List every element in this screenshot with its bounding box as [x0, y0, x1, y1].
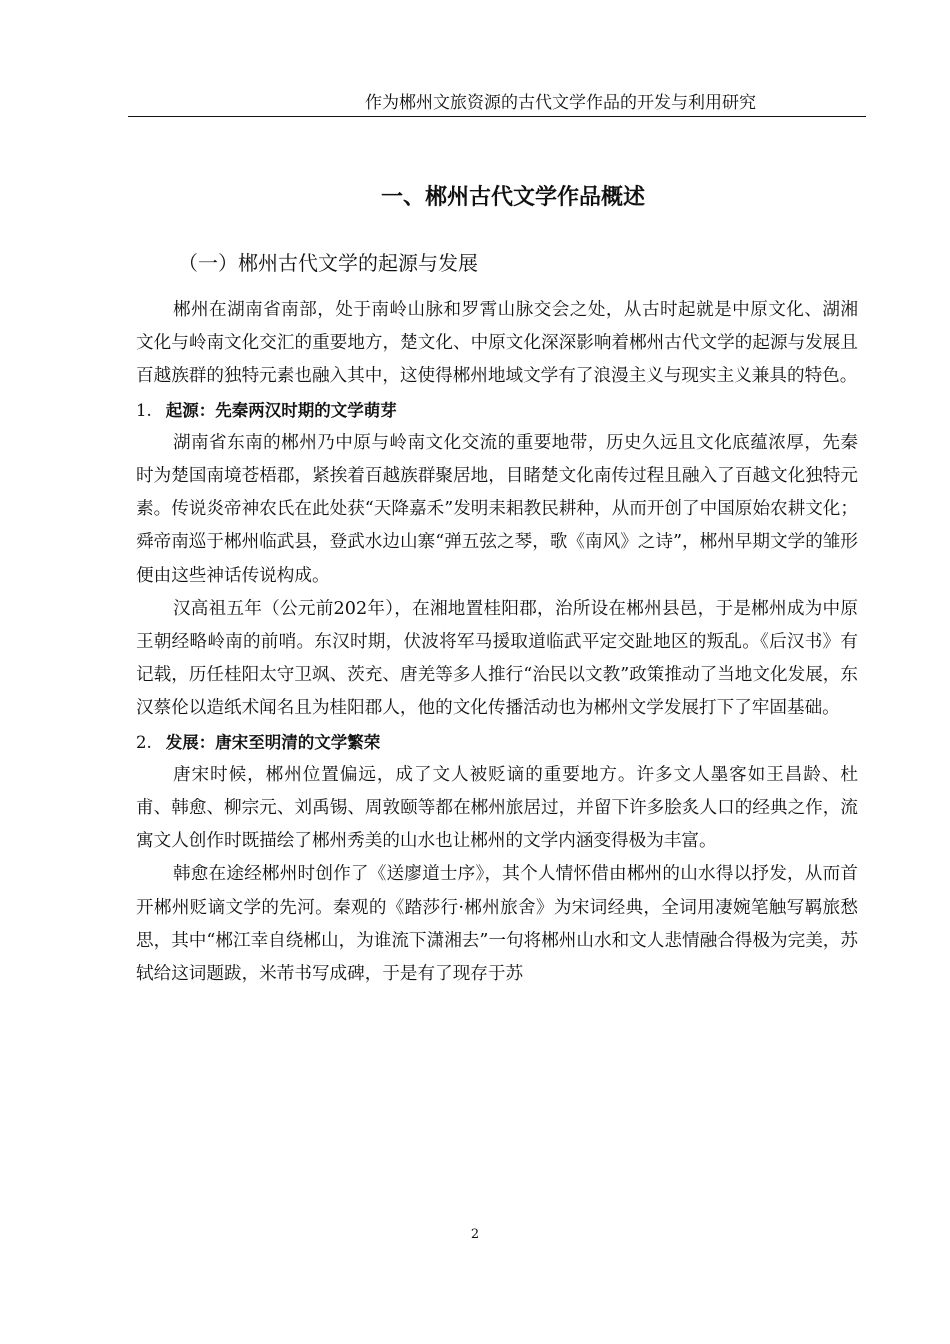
- paragraph-han-yu-qin-guan: 韩愈在途经郴州时创作了《送廖道士序》，其个人情怀借由郴州的山水得以抒发，从而首开郴州贬谪文学的先河。秦观的《踏莎行·郴州旅舍》为宋词经典，全词用凄婉笔触写羁旅愁思，其中“郴江幸自绕郴山，为谁流下潇湘去”一句将郴州山水和文人悲情融合得极为完美，苏轼给这词题跋，米芾书写成碑，于是有了现存于苏: [136, 864, 858, 985]
- chapter-title: 一、郴州古代文学作品概述: [380, 185, 645, 210]
- body-text: [136, 294, 858, 991]
- subheading-origin: [136, 394, 858, 427]
- paragraph-origin-legends: 湖南省东南的郴州乃中原与岭南文化交流的重要地带，历史久远且文化底蕴浓厚，先秦时为楚国南境苍梧郡，紧挨着百越族群聚居地，目睹楚文化南传过程且融入了百越文化独特元素。传说炎帝神农氏在此处获“天降嘉禾”发明耒耜教民耕种，从而开创了中国原始农耕文化；舜帝南巡于郴州临武县，登武水边山寨“弹五弦之琴，歌《南风》之诗”，郴州早期文学的雏形便由这些神话传说构成。: [136, 432, 858, 586]
- page-number: 2: [470, 1227, 480, 1242]
- subheading-text: 发展：唐宋至明清的文学繁荣: [165, 732, 381, 752]
- paragraph-intro: 郴州在湖南省南部，处于南岭山脉和罗霄山脉交会之处，从古时起就是中原文化、湖湘文化与岭南文化交汇的重要地方，楚文化、中原文化深深影响着郴州古代文学的起源与发展且百越族群的独特元素也融入其中，这使得郴州地域文学有了浪漫主义与现实主义兼具的特色。: [136, 300, 858, 387]
- subheading-text: 起源：先秦两汉时期的文学萌芽: [165, 400, 397, 420]
- paragraph-tang-song-exiles: 唐宋时候，郴州位置偏远，成了文人被贬谪的重要地方。许多文人墨客如王昌龄、杜甫、韩愈、柳宗元、刘禹锡、周敦颐等都在郴州旅居过，并留下许多脍炙人口的经典之作，流寓文人创作时既描绘了郴州秀美的山水也让郴州的文学内涵变得极为丰富。: [136, 764, 858, 852]
- subheading-number: 1.: [136, 400, 152, 420]
- running-header-title: 作为郴州文旅资源的古代文学作品的开发与利用研究: [365, 93, 756, 113]
- paragraph-han-dynasty: 汉高祖五年（公元前202年），在湘地置桂阳郡，治所设在郴州县邑，于是郴州成为中原王朝经略岭南的前哨。东汉时期，伏波将军马援取道临武平定交趾地区的叛乱。《后汉书》有记载，历任桂阳太守卫飒、茨充、唐羌等多人推行“治民以文教”政策推动了当地文化发展，东汉蔡伦以造纸术闻名且为桂阳郡人，他的文化传播活动也为郴州文学发展打下了牢固基础。: [136, 598, 858, 719]
- subheading-development: [136, 726, 858, 759]
- subheading-number: 2.: [136, 732, 152, 752]
- header-divider: [128, 116, 866, 117]
- section-title: （一）郴州古代文学的起源与发展: [178, 251, 478, 275]
